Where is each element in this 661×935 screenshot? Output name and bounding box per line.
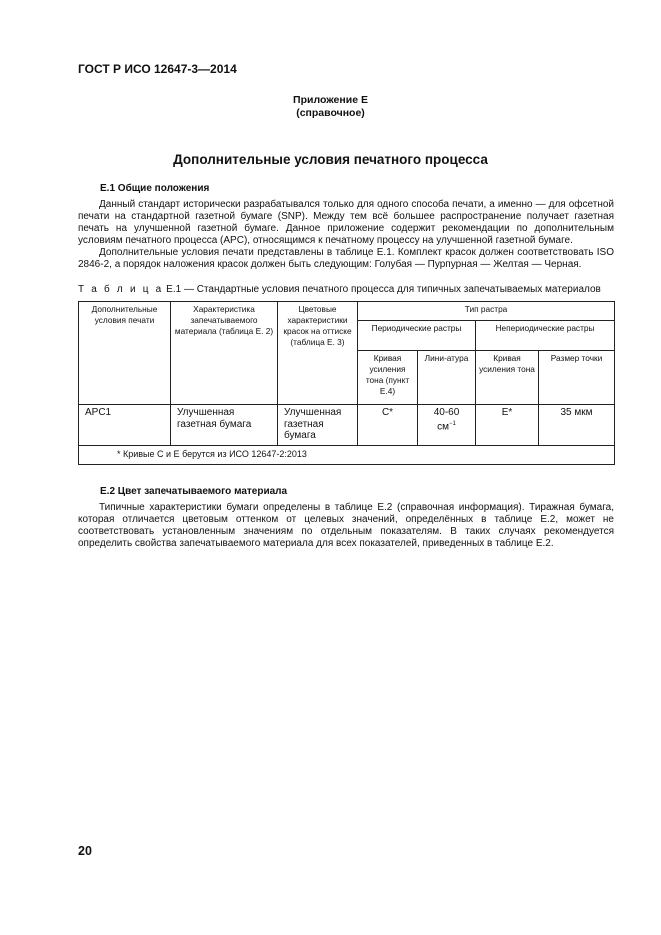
cell-lineature bbox=[418, 405, 476, 446]
section-e2-body bbox=[78, 502, 614, 550]
annex-title: Приложение Е bbox=[293, 94, 368, 106]
header-dot-size: Размер точки bbox=[539, 351, 615, 405]
cell-curve-periodic: C* bbox=[358, 405, 418, 446]
cell-inks: Улучшенная газетная бумага bbox=[278, 405, 358, 446]
cell-lineature-value: 40-60 см bbox=[433, 407, 460, 432]
section-e1-paragraph-1: Данный стандарт исторически разрабатывался только для одного способа печати, а именно — для офсетной печати на стандартной газетной бумаге (SNP). Между тем всё большее распространение получает газетная печать на улучшенной газетной бумаге. Данное приложение содержит рекомендации по дополнительным условиям печатного процесса (APC), относящимся к печатному процессу на улучшенной газетной бумаге. bbox=[78, 199, 614, 247]
table-row bbox=[79, 405, 615, 446]
header-ink-characteristics: Цветовые характеристики красок на оттиске (таблица Е. 3) bbox=[278, 302, 358, 405]
header-tone-curve-nonperiodic: Кривая усиления тона bbox=[476, 351, 539, 405]
section-e1-heading: Е.1 Общие положения bbox=[100, 183, 210, 194]
cell-dot-size: 35 мкм bbox=[539, 405, 615, 446]
document-title: Дополнительные условия печатного процесса bbox=[173, 152, 488, 167]
page-number: 20 bbox=[78, 844, 92, 858]
section-e1-body bbox=[78, 199, 614, 272]
header-lineature: Лини-атура bbox=[418, 351, 476, 405]
header-additional-conditions: Дополнительные условия печати bbox=[79, 302, 171, 405]
table-caption-text: Е.1 — Стандартные условия печатного процесса для типичных запечатываемых материалов bbox=[166, 284, 601, 295]
cell-lineature-exponent: −1 bbox=[449, 420, 456, 427]
cell-material: Улучшенная газетная бумага bbox=[171, 405, 278, 446]
table-footnote: * Кривые С и Е берутся из ИСО 12647-2:2013 bbox=[79, 446, 615, 465]
section-e1-paragraph-2: Дополнительные условия печати представлены в таблице Е.1. Комплект красок должен соответствовать ISO 2846-2, а порядок наложения красок должен быть следующим: Голубая — Пурпурная — Желтая — Черная. bbox=[78, 247, 614, 271]
standard-header: ГОСТ Р ИСО 12647-3—2014 bbox=[78, 62, 237, 76]
section-e2-paragraph: Типичные характеристики бумаги определены в таблице Е.2 (справочная информация). Тиражная бумага, которая отличается цветовым оттенком от целевых значений, определённых в таблице Е.2, может не соответствовать установленным значениям по отдельным показателям. В таких случаях рекомендуется определить свойства запечатываемого материала для всех показателей, приведенных в таблице Е.2. bbox=[78, 502, 614, 550]
header-tone-curve-periodic: Кривая усиления тона (пункт Е.4) bbox=[358, 351, 418, 405]
header-material-characteristics: Характеристика запечатываемого материала (таблица Е. 2) bbox=[171, 302, 278, 405]
section-e2-heading: Е.2 Цвет запечатываемого материала bbox=[100, 486, 288, 497]
header-nonperiodic-rasters: Непериодические растры bbox=[476, 321, 615, 351]
cell-condition: APC1 bbox=[79, 405, 171, 446]
conditions-table bbox=[78, 301, 615, 465]
table-caption bbox=[78, 284, 601, 295]
annex-subtitle: (справочное) bbox=[296, 107, 365, 119]
cell-curve-nonperiodic: E* bbox=[476, 405, 539, 446]
header-raster-type: Тип растра bbox=[358, 302, 615, 321]
header-periodic-rasters: Периодические растры bbox=[358, 321, 476, 351]
table-caption-label: Т а б л и ц а bbox=[78, 284, 164, 295]
